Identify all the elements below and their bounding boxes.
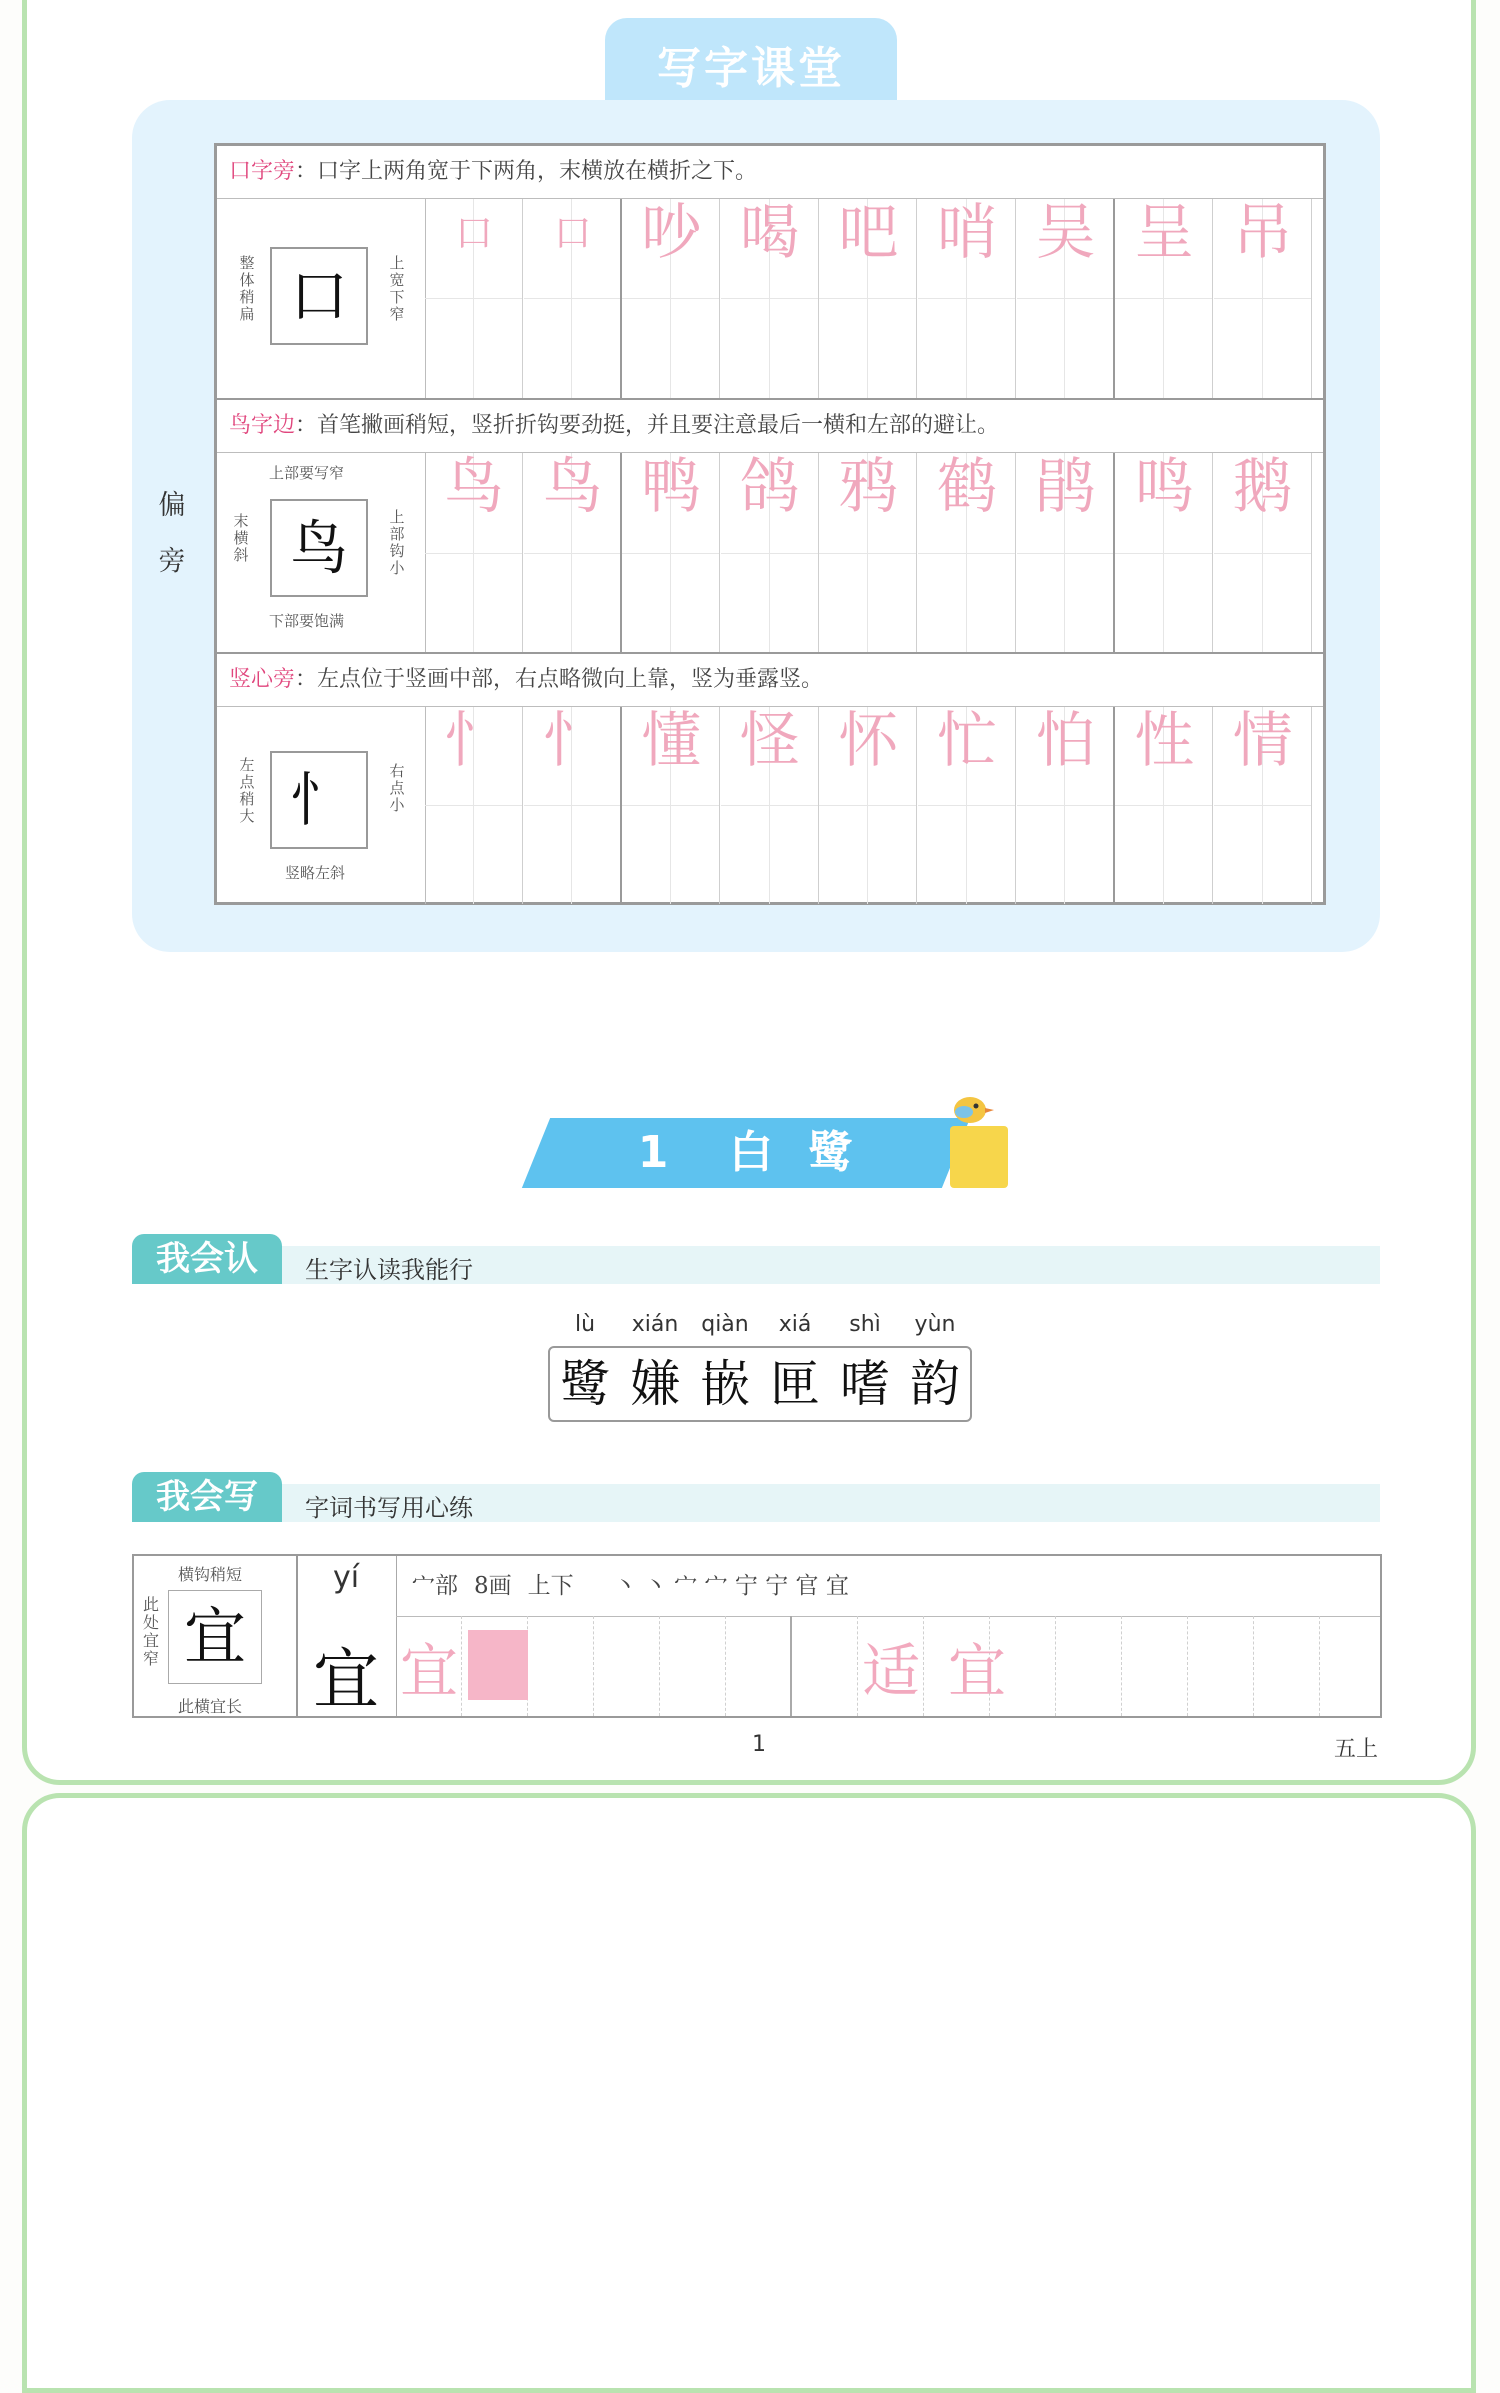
write-subtitle: 字词书写用心练	[305, 1494, 473, 1522]
pinyin-label: qiàn	[701, 1312, 749, 1337]
section-header-tab	[605, 18, 897, 100]
recognize-chars-box	[548, 1346, 972, 1422]
practice-char: 哨	[937, 198, 997, 268]
radical-name: 口字旁	[229, 159, 296, 184]
grid-cell	[792, 1616, 858, 1716]
trace-block	[468, 1630, 528, 1700]
recognize-subtitle: 生字认读我能行	[305, 1256, 473, 1284]
radical-demo	[217, 707, 426, 904]
tip-bottom: 此横宜长	[178, 1697, 243, 1716]
radical-row	[217, 398, 1323, 654]
demo-char: 忄	[270, 751, 368, 849]
grid-cell	[1122, 1616, 1188, 1716]
char-radical: 宀部	[412, 1573, 458, 1599]
trace-char: 口	[553, 211, 592, 255]
char-strokes: 8画	[474, 1573, 512, 1599]
practice-char: 忙	[937, 706, 997, 776]
grid-cell	[594, 1616, 660, 1716]
practice-char: 懂	[641, 706, 702, 776]
note-top: 上部要写窄	[269, 464, 345, 482]
big-char: 宜	[313, 1641, 379, 1718]
bird-icon	[940, 1080, 1000, 1130]
grid-cell	[1188, 1616, 1254, 1716]
note-right: 右点小	[389, 762, 405, 814]
demo-char: 口	[270, 247, 368, 345]
recognize-char: 匣	[770, 1355, 820, 1413]
lesson-name: 白 鹭	[728, 1127, 863, 1178]
section-title: 写字课堂	[657, 43, 845, 94]
practice-char: 呈	[1134, 198, 1195, 268]
note-left: 末横斜	[233, 512, 249, 564]
page-card-2	[22, 1793, 1476, 2393]
stroke-order: 丶 丶 宀 宀 宁 宁 官 宜	[613, 1573, 849, 1599]
lesson-number: 1	[637, 1127, 679, 1178]
practice-grid	[396, 1616, 1380, 1716]
pinyin-label: xián	[631, 1312, 679, 1337]
practice-char: 吊	[1232, 198, 1293, 268]
practice-char: 情	[1232, 706, 1293, 776]
pinyin-label: lù	[574, 1312, 596, 1337]
practice-cells	[425, 199, 1323, 398]
lesson-title	[560, 1118, 940, 1188]
note-left: 整体稍扁	[239, 254, 255, 323]
radical-title	[229, 146, 757, 198]
recognize-tag: 我会认	[132, 1234, 282, 1284]
recognize-char: 嗜	[840, 1355, 890, 1413]
note-left: 左点稍大	[239, 756, 255, 825]
write-row	[132, 1554, 1382, 1718]
practice-char: 鸽	[739, 452, 800, 522]
pinyin-label: shì	[849, 1312, 881, 1337]
practice-char: 吴	[1035, 198, 1096, 268]
practice-char: 鹃	[1035, 452, 1096, 522]
recognize-char: 鹭	[560, 1355, 610, 1413]
radical-row	[217, 146, 1323, 398]
practice-char: 鸭	[641, 452, 702, 522]
pinyin-label: yùn	[914, 1312, 956, 1337]
grid-cell	[528, 1616, 594, 1716]
practice-char: 性	[1134, 706, 1195, 776]
recognize-char: 嫌	[630, 1355, 680, 1413]
radical-rule: ：左点位于竖画中部，右点略微向上靠，竖为垂露竖。	[295, 667, 824, 692]
trace-char: 忄	[444, 706, 504, 776]
trace-char: 鸟	[444, 452, 504, 522]
note-bottom: 下部要饱满	[269, 612, 345, 630]
trace-char: 口	[454, 211, 493, 255]
radical-demo	[217, 453, 426, 654]
radicals-table	[214, 143, 1326, 905]
practice-char: 吵	[641, 198, 702, 268]
word-char: 宜	[947, 1637, 1006, 1705]
radical-rule: ：首笔撇画稍短，竖折折钩要劲挺，并且要注意最后一横和左部的避让。	[295, 413, 1000, 438]
practice-cells	[425, 707, 1323, 904]
grade-label: 五上	[1334, 1737, 1379, 1762]
tip-left: 此处宜窄	[142, 1595, 159, 1668]
practice-char: 喝	[739, 198, 800, 268]
big-char-cell	[296, 1556, 397, 1716]
practice-char: 鸣	[1134, 452, 1195, 522]
practice-char: 吧	[838, 198, 899, 268]
page-number: 1	[752, 1732, 766, 1757]
practice-char: 鸦	[838, 452, 899, 522]
practice-char: 鹅	[1232, 452, 1293, 522]
stroke-demo	[134, 1556, 298, 1716]
note-right: 上宽下窄	[389, 254, 405, 323]
side-label: 偏旁	[158, 490, 186, 577]
radical-rule: ：口字上两角宽于下两角，末横放在横折之下。	[295, 159, 758, 184]
sticky-note-decoration	[950, 1126, 1008, 1188]
practice-char: 怀	[838, 706, 899, 776]
demo-char: 宜	[168, 1590, 262, 1684]
radical-demo	[217, 199, 426, 398]
practice-char: 鹤	[937, 452, 997, 522]
radical-title	[229, 400, 999, 452]
tip-top: 横钩稍短	[178, 1565, 243, 1584]
char-pinyin: yí	[332, 1560, 360, 1595]
trace-char: 鸟	[542, 452, 603, 522]
practice-char: 怪	[739, 706, 800, 776]
grid-cell	[1056, 1616, 1122, 1716]
note-right: 上部钩小	[389, 508, 405, 577]
radical-name: 竖心旁	[229, 667, 296, 692]
recognize-char: 韵	[910, 1355, 960, 1413]
demo-char: 鸟	[270, 499, 368, 597]
grid-cell	[726, 1616, 792, 1716]
practice-cells	[425, 453, 1323, 654]
radical-row	[217, 652, 1323, 904]
write-tag: 我会写	[132, 1472, 282, 1522]
char-info	[396, 1556, 1380, 1617]
trace-char: 宜	[399, 1637, 458, 1705]
radical-title	[229, 654, 823, 706]
radical-name: 鸟字边	[229, 413, 296, 438]
grid-cell	[1254, 1616, 1320, 1716]
recognize-char: 嵌	[700, 1355, 750, 1413]
pinyin-label: xiá	[778, 1312, 812, 1337]
grid-cell	[660, 1616, 726, 1716]
word-char: 适	[861, 1637, 920, 1705]
note-bottom: 竖略左斜	[285, 864, 346, 882]
trace-char: 忄	[542, 706, 603, 776]
char-structure: 上下	[527, 1573, 574, 1599]
practice-char: 怕	[1035, 706, 1096, 776]
